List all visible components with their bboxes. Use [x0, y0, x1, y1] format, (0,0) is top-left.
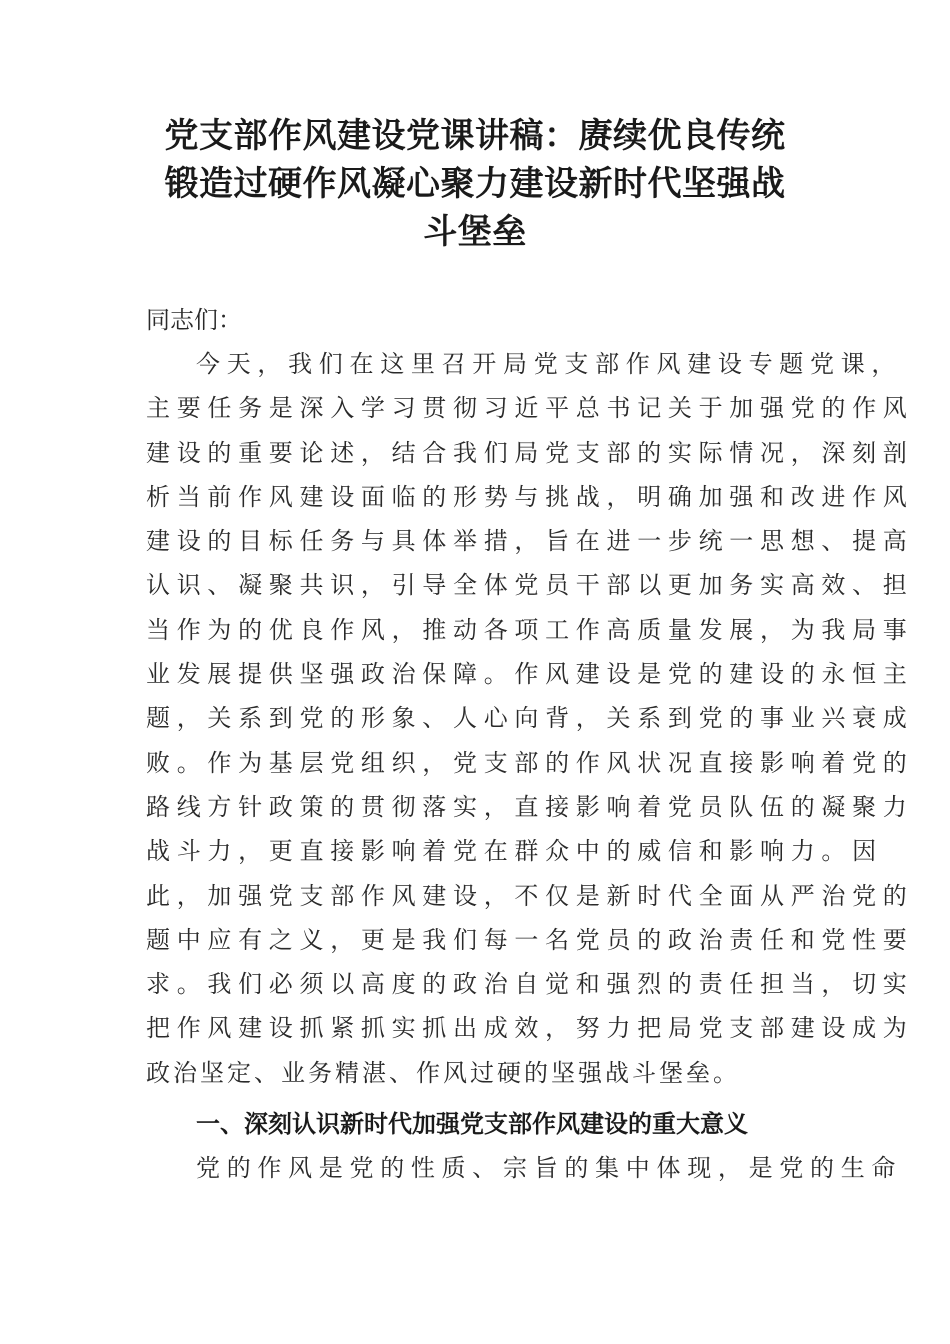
- title-line: 党支部作风建设党课讲稿：赓续优良传统: [164, 116, 786, 156]
- text-line: 此，加强党支部作风建设，不仅是新时代全面从严治党的: [146, 881, 914, 910]
- text-line: 战斗力，更直接影响着党在群众中的威信和影响力。因: [146, 837, 883, 866]
- text-line: 求。我们必须以高度的政治自觉和强烈的责任担当，切实: [146, 970, 914, 999]
- section-heading: 一、深刻认识新时代加强党支部作风建设的重大意义: [196, 1110, 748, 1138]
- paragraph-intro: [146, 342, 914, 1095]
- salutation: 同志们：: [146, 306, 242, 334]
- text-line: 认识、凝聚共识，引导全体党员干部以更加务实高效、担: [146, 571, 914, 600]
- title-line: 斗堡垒: [423, 212, 527, 252]
- text-line: 政治坚定、业务精湛、作风过硬的坚强战斗堡垒。: [146, 1058, 740, 1087]
- text-line: 把作风建设抓紧抓实抓出成效，努力把局党支部建设成为: [146, 1014, 914, 1043]
- text-line: 题中应有之义，更是我们每一名党员的政治责任和党性要: [146, 925, 914, 954]
- text-line: 建设的重要论述，结合我们局党支部的实际情况，深刻剖: [146, 438, 914, 467]
- text-line: 当作为的优良作风，推动各项工作高质量发展，为我局事: [146, 615, 914, 644]
- document-title: [140, 112, 810, 256]
- title-line: 锻造过硬作风凝心聚力建设新时代坚强战: [164, 164, 786, 204]
- text-line: 题，关系到党的形象、人心向背，关系到党的事业兴衰成: [146, 704, 914, 733]
- paragraph-section1-start: 党的作风是党的性质、宗旨的集中体现，是党的生命: [196, 1154, 903, 1182]
- text-line: 败。作为基层党组织，党支部的作风状况直接影响着党的: [146, 748, 914, 777]
- text-line: 路线方针政策的贯彻落实，直接影响着党员队伍的凝聚力: [146, 792, 914, 821]
- text-line: 主要任务是深入学习贯彻习近平总书记关于加强党的作风: [146, 394, 914, 423]
- text-line: 建设的目标任务与具体举措，旨在进一步统一思想、提高: [146, 527, 914, 556]
- text-line: 今天，我们在这里召开局党支部作风建设专题党课，: [196, 350, 903, 378]
- text-line: 业发展提供坚强政治保障。作风建设是党的建设的永恒主: [146, 660, 914, 689]
- text-line: 析当前作风建设面临的形势与挑战，明确加强和改进作风: [146, 482, 914, 511]
